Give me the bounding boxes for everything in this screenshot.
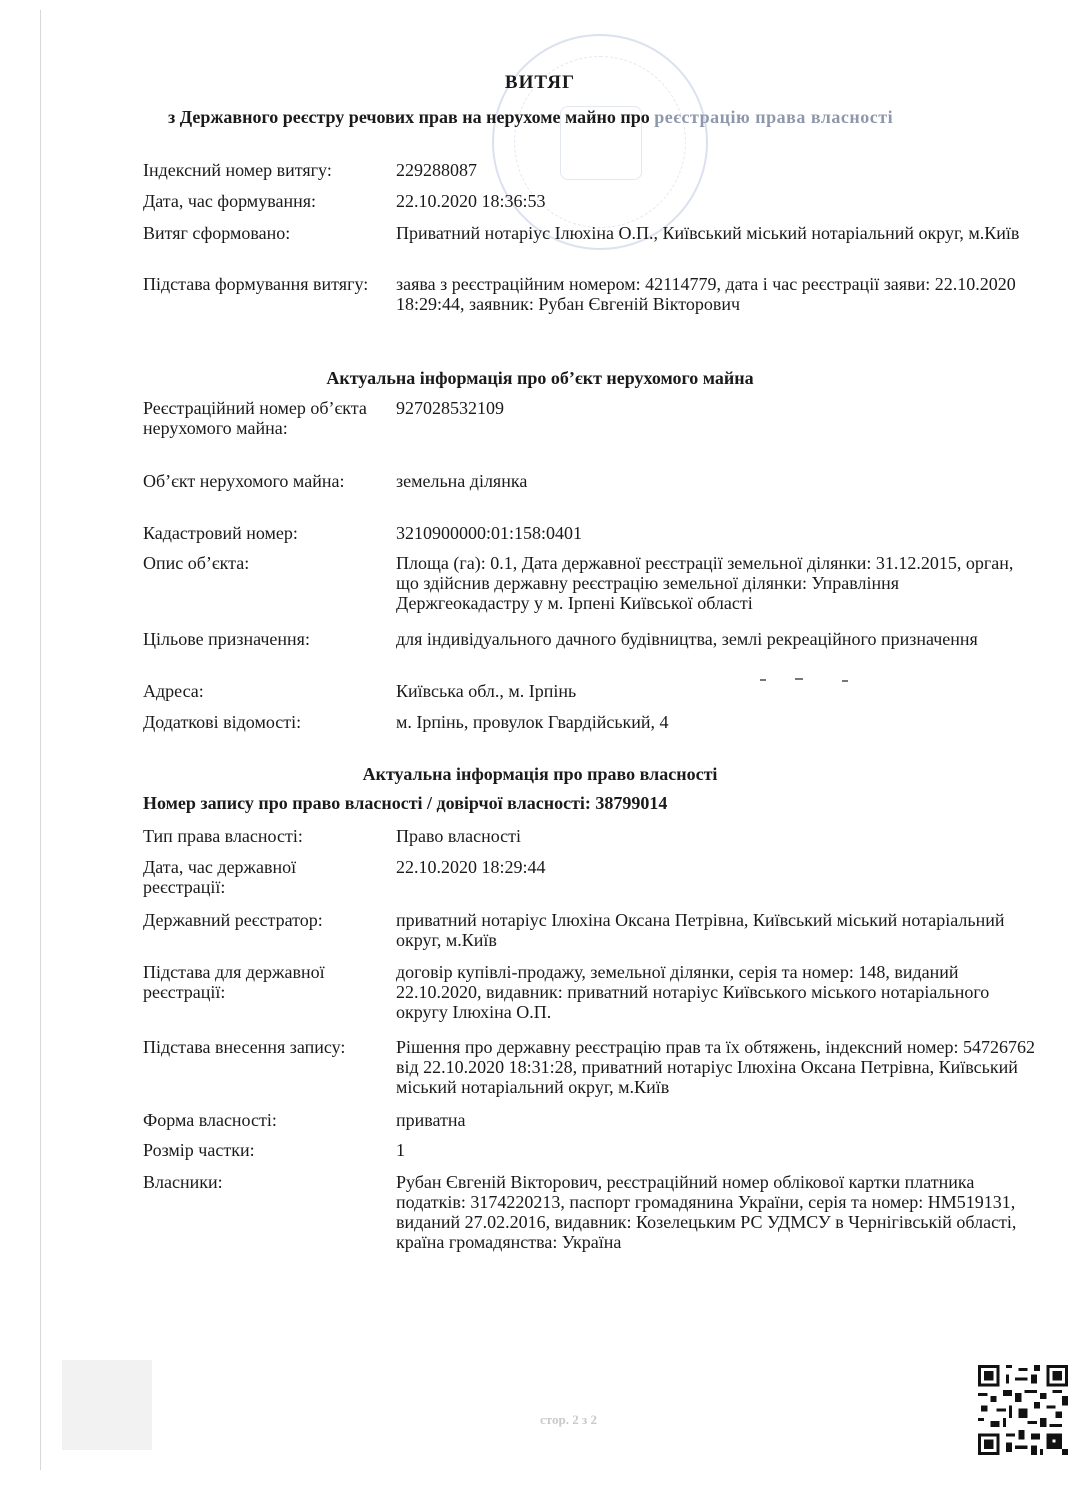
faded-qr-code-icon bbox=[62, 1360, 152, 1450]
field-value: для індивідуального дачного будівництва, землі рекреаційного призначення bbox=[396, 629, 978, 649]
subtitle-main: з Державного реєстру речових прав на нерухоме майно про bbox=[168, 107, 655, 127]
field-value: Київська обл., м. Ірпінь bbox=[396, 681, 577, 701]
field-label: Розмір частки: bbox=[143, 1140, 255, 1160]
field-label: Підстава формування витягу: bbox=[143, 274, 369, 294]
field-label: Об’єкт нерухомого майна: bbox=[143, 471, 345, 491]
field-label: Державний реєстратор: bbox=[143, 910, 323, 930]
field-value: м. Ірпінь, провулок Гвардійський, 4 bbox=[396, 712, 669, 732]
scan-speck bbox=[760, 679, 766, 681]
field-value: 3210900000:01:158:0401 bbox=[396, 523, 583, 543]
field-label: Додаткові відомості: bbox=[143, 712, 302, 732]
field-value: 1 bbox=[396, 1140, 405, 1160]
page-number: стор. 2 з 2 bbox=[540, 1412, 597, 1427]
ownership-record-number: Номер запису про право власності / довірчої власності: 38799014 bbox=[143, 793, 668, 813]
field-label: Дата, час формування: bbox=[143, 191, 316, 211]
field-value: Приватний нотаріус Ілюхіна О.П., Київський міський нотаріальний округ, м.Київ bbox=[396, 223, 1020, 243]
field-value: Площа (га): 0.1, Дата державної реєстрації земельної ділянки: 31.12.2015, орган, що здійснив державну реєстрацію земельної ділянки: Управління Держгеокадастру у м. Ірпені Київської області bbox=[396, 553, 1014, 613]
object-section-title: Актуальна інформація про об’єкт нерухомого майна bbox=[326, 368, 754, 388]
field-value: земельна ділянка bbox=[396, 471, 528, 491]
field-label: Опис об’єкта: bbox=[143, 553, 250, 573]
field-label: Кадастровий номер: bbox=[143, 523, 298, 543]
field-label: Форма власності: bbox=[143, 1110, 277, 1130]
document-title: ВИТЯГ bbox=[504, 72, 576, 93]
field-label: Тип права власності: bbox=[143, 826, 303, 846]
notary-stamp-icon bbox=[492, 34, 708, 250]
field-value: 22.10.2020 18:29:44 bbox=[396, 857, 546, 877]
document-subtitle bbox=[168, 107, 893, 128]
field-label: Адреса: bbox=[143, 681, 204, 701]
field-label: Реєстраційний номер об’єкта нерухомого майна: bbox=[143, 398, 367, 438]
field-value: 927028532109 bbox=[396, 398, 504, 418]
scan-speck bbox=[795, 678, 803, 680]
scan-edge-line bbox=[40, 10, 41, 1470]
field-label: Витяг сформовано: bbox=[143, 223, 291, 243]
qr-code-icon bbox=[978, 1365, 1068, 1455]
field-value: приватна bbox=[396, 1110, 466, 1130]
field-value: Рубан Євгеній Вікторович, реєстраційний номер облікової картки платника податків: 3174220213, паспорт громадянина України, серія та номер: НМ519131, виданий 27.02.2016, видавник: Козелецьким РС УДМСУ в Чернігівській області, країна громадянства: Україна bbox=[396, 1172, 1017, 1252]
field-label: Підстава внесення запису: bbox=[143, 1037, 346, 1057]
field-value: 22.10.2020 18:36:53 bbox=[396, 191, 546, 211]
subtitle-faded: реєстрацію права власності bbox=[654, 107, 894, 127]
field-value: заява з реєстраційним номером: 42114779, дата і час реєстрації заяви: 22.10.2020 18:29:44, заявник: Рубан Євгеній Вікторович bbox=[396, 274, 1016, 314]
field-value: приватний нотаріус Ілюхіна Оксана Петрівна, Київський міський нотаріальний округ, м.Київ bbox=[396, 910, 1005, 950]
field-value: Рішення про державну реєстрацію прав та їх обтяжень, індексний номер: 54726762 від 22.10.2020 18:31:28, приватний нотаріус Ілюхіна Оксана Петрівна, Київський міський нотаріальний округ, м.Київ bbox=[396, 1037, 1036, 1097]
field-value: 229288087 bbox=[396, 160, 477, 180]
field-label: Цільове призначення: bbox=[143, 629, 310, 649]
ownership-section-title: Актуальна інформація про право власності bbox=[362, 764, 718, 784]
field-label: Власники: bbox=[143, 1172, 223, 1192]
field-label: Підстава для державної реєстрації: bbox=[143, 962, 325, 1002]
scan-speck bbox=[842, 680, 848, 682]
field-value: Право власності bbox=[396, 826, 522, 846]
field-label: Дата, час державної реєстрації: bbox=[143, 857, 297, 897]
field-value: договір купівлі-продажу, земельної ділянки, серія та номер: 148, виданий 22.10.2020, видавник: приватний нотаріус Київського міського нотаріального округу Ілюхіна О.П. bbox=[396, 962, 990, 1022]
field-label: Індексний номер витягу: bbox=[143, 160, 332, 180]
